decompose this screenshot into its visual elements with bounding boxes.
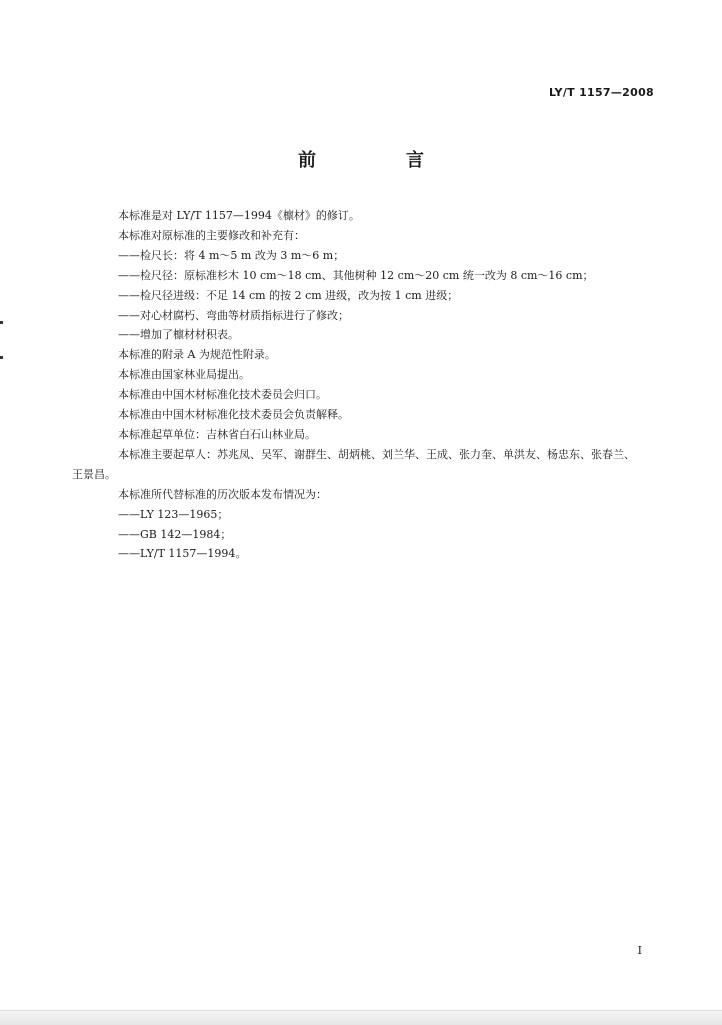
- page-bottom-edge: [0, 1010, 722, 1025]
- change-item-quality: ——对心材腐朽、弯曲等材质指标进行了修改；: [118, 308, 349, 322]
- change-item-length: ——检尺长：将 4 m～5 m 改为 3 m～6 m；: [118, 248, 345, 262]
- paragraph-drafters-continued: [72, 465, 666, 485]
- drafters-line-1: 本标准主要起草人：苏兆凤、吴军、谢群生、胡炳桃、刘兰华、王成、张力奎、单洪友、杨忠东、张春兰、: [118, 447, 635, 461]
- paragraph-changes-intro: 本标准对原标准的主要修改和补充有：: [118, 228, 305, 242]
- page-number: I: [637, 944, 642, 957]
- foreword-body: [72, 206, 666, 564]
- history-item-3: ——LY/T 1157—1994。: [118, 547, 247, 561]
- change-item-volume-table: ——增加了檩材材积表。: [118, 328, 239, 342]
- standard-code: LY/T 1157—2008: [548, 86, 654, 99]
- drafters-line-2: 王景昌。: [72, 467, 116, 481]
- paragraph-drafters: [94, 445, 666, 465]
- change-item-grading: ——检尺径进级：不足 14 cm 的按 2 cm 进级，改为按 1 cm 进级；: [118, 288, 459, 302]
- paragraph-revision: 本标准是对 LY/T 1157—1994《檩材》的修订。: [118, 209, 360, 222]
- paragraph-drafting-unit: 本标准起草单位：吉林省白石山林业局。: [118, 427, 316, 441]
- page-title: 前 言: [298, 150, 460, 171]
- margin-mark: [0, 356, 3, 359]
- paragraph-appendix: 本标准的附录 A 为规范性附录。: [118, 348, 276, 362]
- paragraph-history-intro: 本标准所代替标准的历次版本发布情况为：: [118, 487, 327, 501]
- paragraph-proposer: 本标准由国家林业局提出。: [118, 368, 250, 382]
- paragraph-centralized: 本标准由中国木材标准化技术委员会归口。: [118, 388, 327, 402]
- history-item-2: ——GB 142—1984；: [118, 527, 232, 541]
- paragraph-interpretation: 本标准由中国木材标准化技术委员会负责解释。: [118, 408, 349, 422]
- margin-mark: [0, 321, 3, 324]
- change-item-diameter: ——检尺径：原标准杉木 10 cm～18 cm、其他树种 12 cm～20 cm 统一改为 8 cm～16 cm；: [118, 268, 594, 282]
- history-item-1: ——LY 123—1965；: [118, 507, 229, 521]
